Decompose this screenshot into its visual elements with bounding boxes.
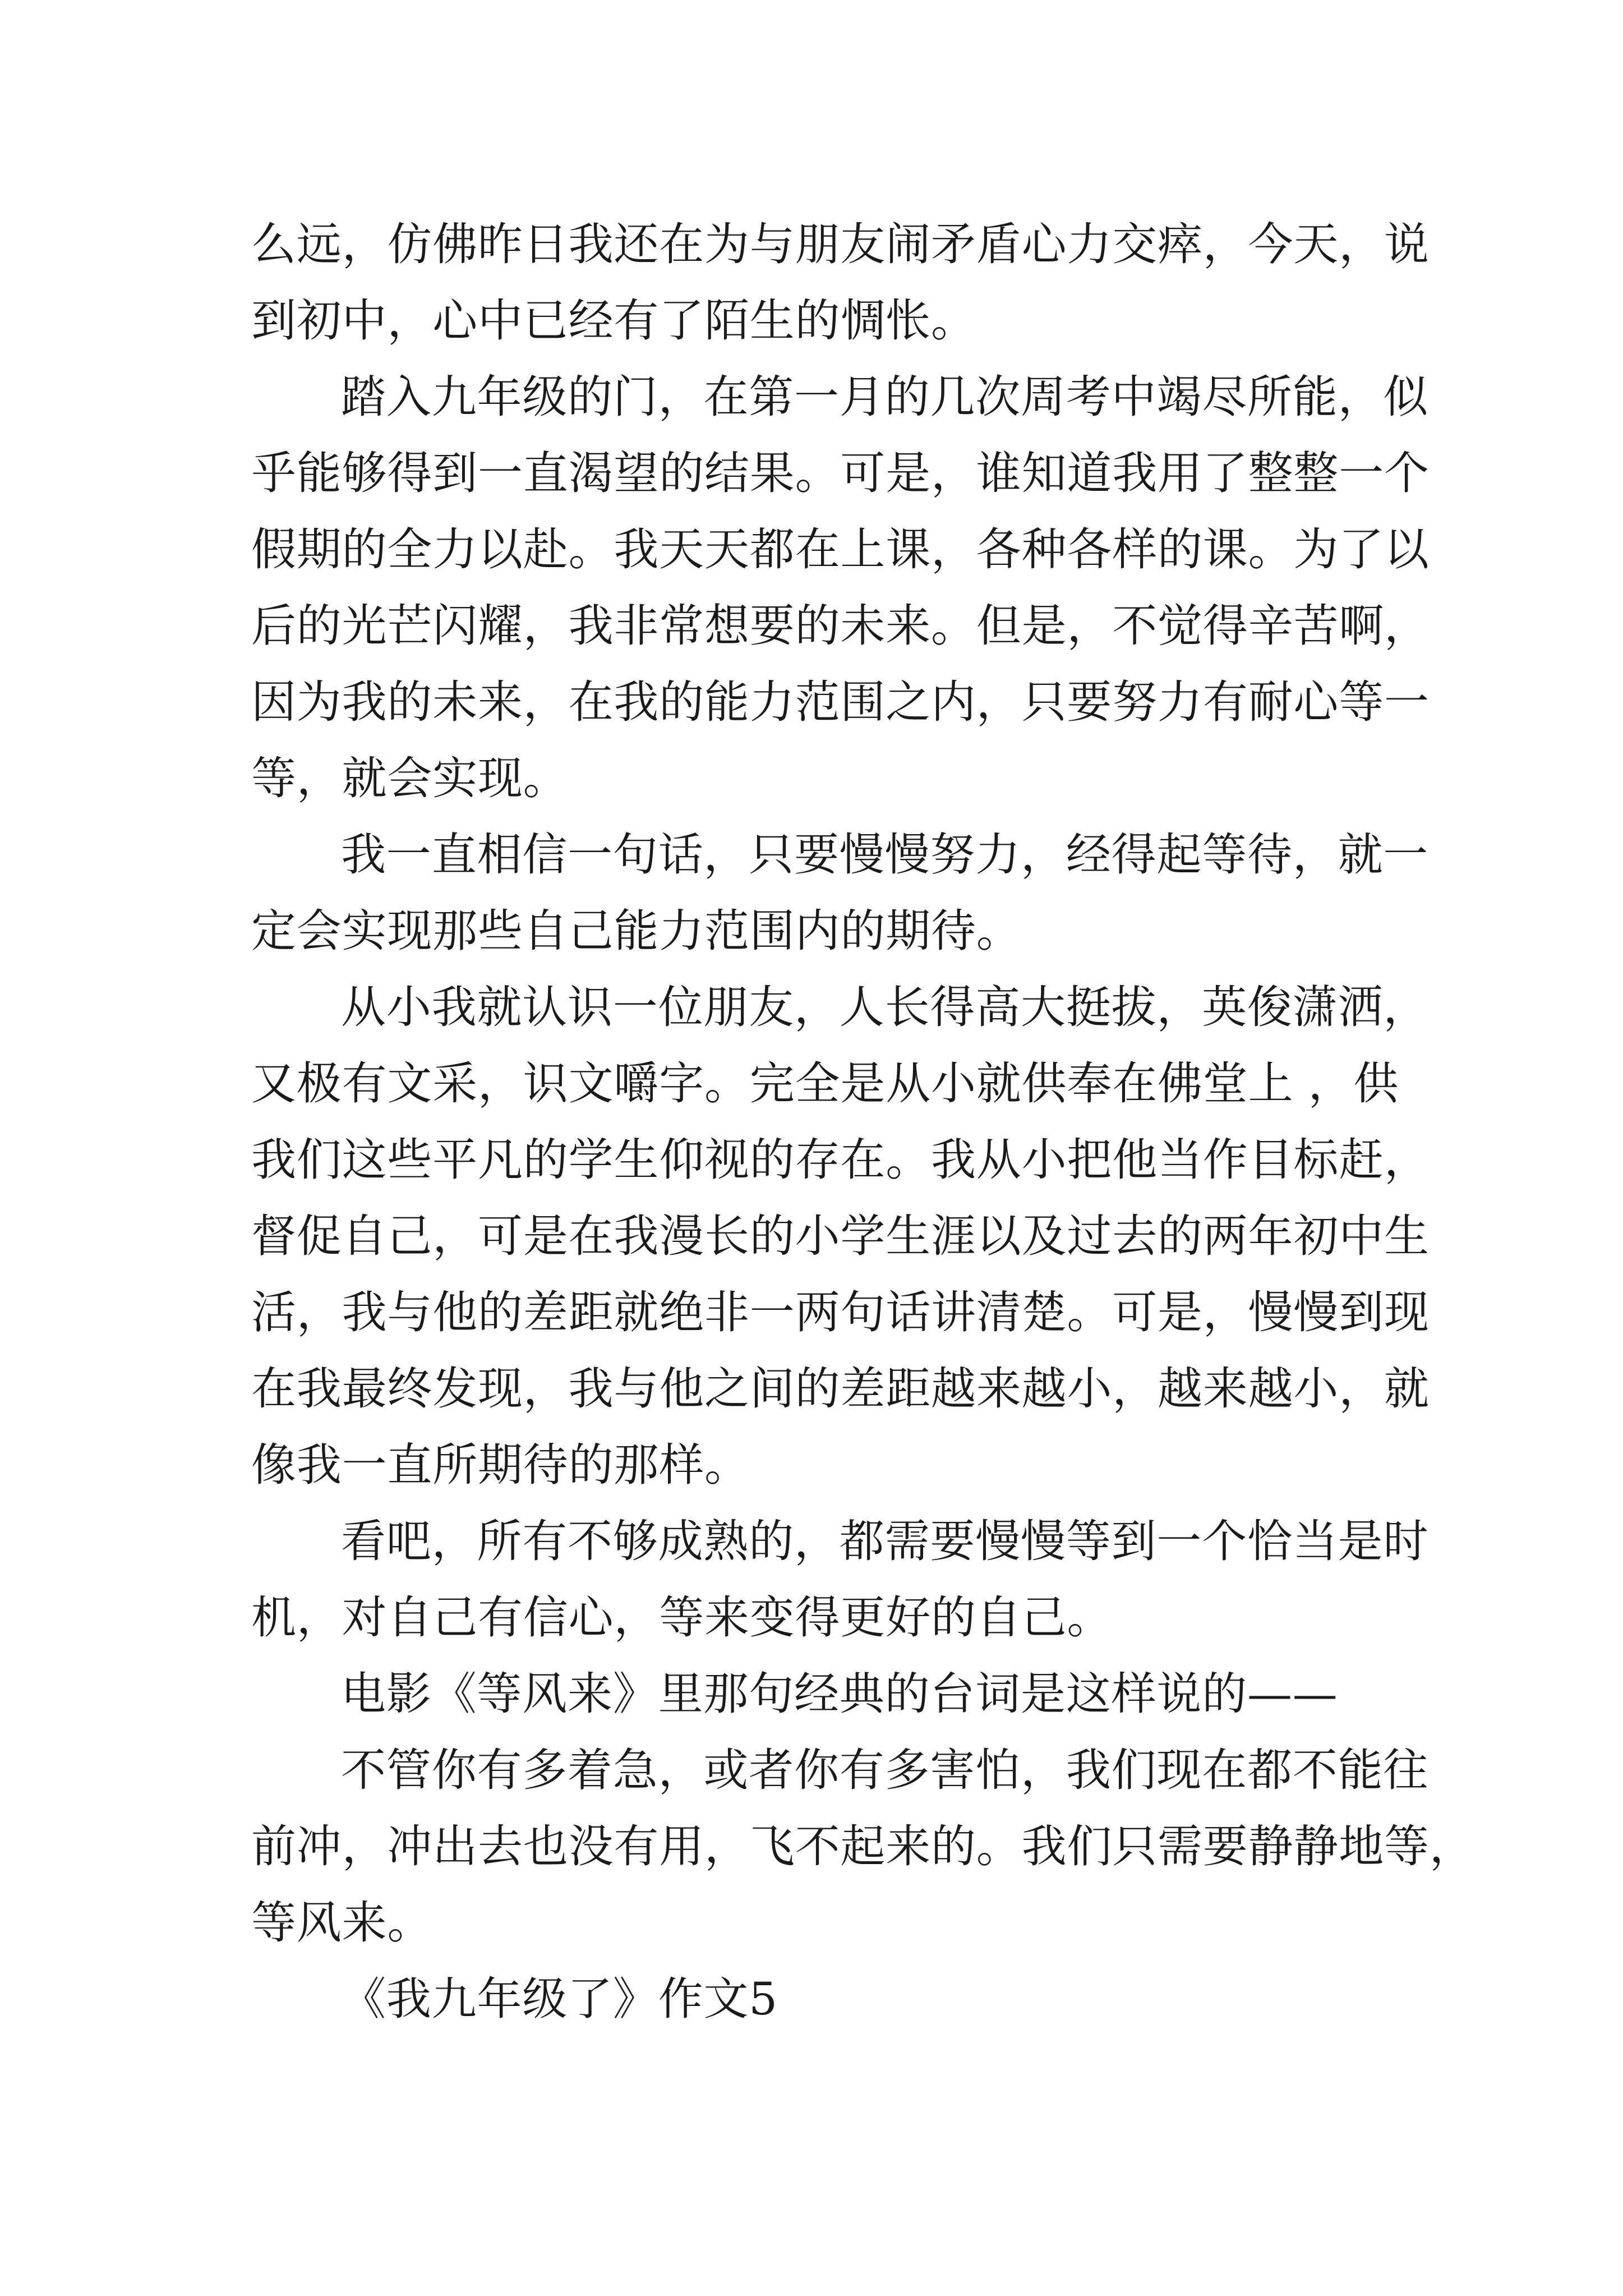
text-line: 在我最终发现，我与他之间的差距越来越小，越来越小，就 bbox=[251, 1363, 1430, 1415]
paragraph-first-line: 不管你有多着急，或者你有多害怕，我们现在都不能往 bbox=[341, 1744, 1429, 1796]
text-line: 机，对自己有信心，等来变得更好的自己。 bbox=[251, 1591, 1113, 1644]
text-line: 定会实现那些自己能力范围内的期待。 bbox=[251, 905, 1022, 957]
paragraph-first-line: 我一直相信一句话，只要慢慢努力，经得起等待，就一 bbox=[341, 829, 1429, 881]
text-line: 到初中，心中已经有了陌生的惆怅。 bbox=[251, 295, 976, 347]
essay-heading: 《我九年级了》作文5 bbox=[341, 1973, 778, 2025]
text-line: 督促自己，可是在我漫长的小学生涯以及过去的两年初中生 bbox=[251, 1210, 1430, 1262]
text-line: 因为我的未来，在我的能力范围之内，只要努力有耐心等一 bbox=[251, 676, 1430, 728]
text-line: 前冲，冲出去也没有用，飞不起来的。我们只需要静静地等， bbox=[251, 1820, 1475, 1872]
text-line: 又极有文采，识文嚼字。完全是从小就供奉在佛堂上 ，供 bbox=[251, 1057, 1399, 1110]
paragraph-first-line: 踏入九年级的门，在第一月的几次周考中竭尽所能，似 bbox=[341, 371, 1429, 423]
text-line: 像我一直所期待的那样。 bbox=[251, 1439, 750, 1491]
text-line: 我们这些平凡的学生仰视的存在。我从小把他当作目标赶， bbox=[251, 1134, 1430, 1186]
text-line: 后的光芒闪耀，我非常想要的未来。但是，不觉得辛苦啊， bbox=[251, 600, 1430, 652]
text-line: 等，就会实现。 bbox=[251, 752, 569, 804]
paragraph-first-line: 电影《等风来》里那句经典的台词是这样说的—— bbox=[341, 1668, 1338, 1720]
text-line: 等风来。 bbox=[251, 1897, 433, 1949]
text-line: 乎能够得到一直渴望的结果。可是，谁知道我用了整整一个 bbox=[251, 447, 1430, 499]
text-line: 假期的全力以赴。我天天都在上课，各种各样的课。为了以 bbox=[251, 523, 1430, 576]
paragraph-first-line: 从小我就认识一位朋友，人长得高大挺拔，英俊潇洒， bbox=[341, 981, 1429, 1033]
text-line: 活，我与他的差距就绝非一两句话讲清楚。可是，慢慢到现 bbox=[251, 1286, 1430, 1338]
text-line: 么远，仿佛昨日我还在为与朋友闹矛盾心力交瘁，今天，说 bbox=[251, 218, 1430, 270]
paragraph-first-line: 看吧，所有不够成熟的，都需要慢慢等到一个恰当是时 bbox=[341, 1515, 1429, 1567]
